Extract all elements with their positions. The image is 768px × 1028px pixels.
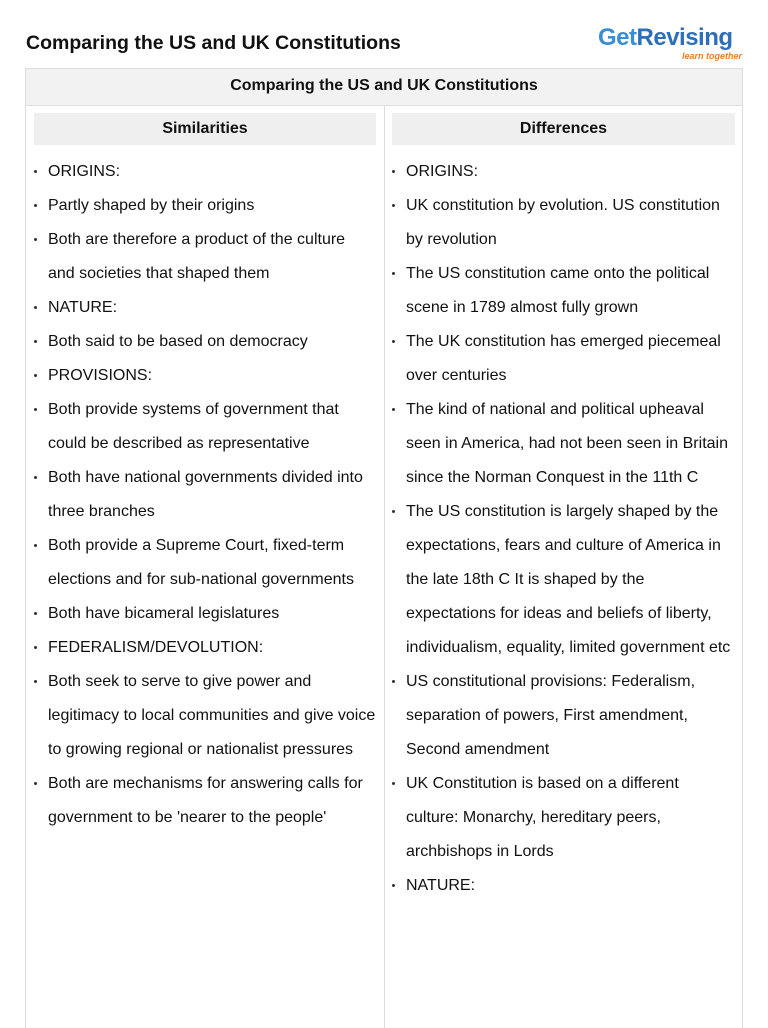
bullet-icon bbox=[392, 884, 395, 887]
list-item: US constitutional provisions: Federalism, separation of powers, First amendment, Second amendment bbox=[392, 665, 735, 767]
table-title: Comparing the US and UK Constitutions bbox=[26, 69, 742, 106]
bullet-icon bbox=[34, 476, 37, 479]
bullet-icon bbox=[34, 170, 37, 173]
bullet-icon bbox=[392, 408, 395, 411]
bullet-icon bbox=[34, 646, 37, 649]
list-item: PROVISIONS: bbox=[34, 359, 376, 393]
similarities-list bbox=[34, 155, 376, 835]
list-item: The US constitution came onto the political scene in 1789 almost fully grown bbox=[392, 257, 735, 325]
list-item: Both are therefore a product of the culture and societies that shaped them bbox=[34, 223, 376, 291]
list-item: Both provide systems of government that could be described as representative bbox=[34, 393, 376, 461]
bullet-icon bbox=[34, 680, 37, 683]
list-item: Both said to be based on democracy bbox=[34, 325, 376, 359]
list-item: Both seek to serve to give power and legitimacy to local communities and give voice to growing regional or nationalist pressures bbox=[34, 665, 376, 767]
bullet-icon bbox=[34, 612, 37, 615]
getrevising-logo[interactable] bbox=[598, 24, 746, 64]
bullet-icon bbox=[392, 340, 395, 343]
differences-column bbox=[392, 113, 735, 1028]
list-item: Both provide a Supreme Court, fixed-term elections and for sub-national governments bbox=[34, 529, 376, 597]
logo-revising-text: Revising bbox=[636, 24, 733, 51]
bullet-icon bbox=[34, 340, 37, 343]
bullet-icon bbox=[34, 782, 37, 785]
bullet-icon bbox=[34, 238, 37, 241]
bullet-icon bbox=[392, 272, 395, 275]
bullet-icon bbox=[34, 306, 37, 309]
list-item: FEDERALISM/DEVOLUTION: bbox=[34, 631, 376, 665]
comparison-table bbox=[25, 68, 743, 1028]
page-title: Comparing the US and UK Constitutions bbox=[26, 32, 401, 54]
logo-get-text: Get bbox=[598, 24, 637, 51]
bullet-icon bbox=[392, 782, 395, 785]
bullet-icon bbox=[34, 544, 37, 547]
bullet-icon bbox=[392, 510, 395, 513]
logo-tagline: learn together bbox=[681, 51, 742, 61]
bullet-icon bbox=[392, 170, 395, 173]
bullet-icon bbox=[392, 680, 395, 683]
list-item: ORIGINS: bbox=[392, 155, 735, 189]
list-item: Both have national governments divided into three branches bbox=[34, 461, 376, 529]
differences-heading: Differences bbox=[392, 113, 735, 145]
list-item: ORIGINS: bbox=[34, 155, 376, 189]
similarities-heading: Similarities bbox=[34, 113, 376, 145]
list-item: Partly shaped by their origins bbox=[34, 189, 376, 223]
bullet-icon bbox=[34, 408, 37, 411]
list-item: Both are mechanisms for answering calls for government to be 'nearer to the people' bbox=[34, 767, 376, 835]
list-item: UK constitution by evolution. US constitution by revolution bbox=[392, 189, 735, 257]
list-item: The UK constitution has emerged piecemeal over centuries bbox=[392, 325, 735, 393]
similarities-column bbox=[34, 113, 376, 1028]
list-item: NATURE: bbox=[34, 291, 376, 325]
bullet-icon bbox=[392, 204, 395, 207]
column-divider bbox=[384, 105, 385, 1028]
list-item: Both have bicameral legislatures bbox=[34, 597, 376, 631]
differences-list bbox=[392, 155, 735, 903]
bullet-icon bbox=[34, 204, 37, 207]
list-item: The kind of national and political upheaval seen in America, had not been seen in Britain since the Norman Conquest in the 11th C bbox=[392, 393, 735, 495]
logo-wordmark bbox=[598, 24, 746, 52]
list-item: UK Constitution is based on a different culture: Monarchy, hereditary peers, archbishops in Lords bbox=[392, 767, 735, 869]
list-item: The US constitution is largely shaped by the expectations, fears and culture of America in the late 18th C It is shaped by the expectations for ideas and beliefs of liberty, individualism, equality, limited government etc bbox=[392, 495, 735, 665]
list-item: NATURE: bbox=[392, 869, 735, 903]
bullet-icon bbox=[34, 374, 37, 377]
